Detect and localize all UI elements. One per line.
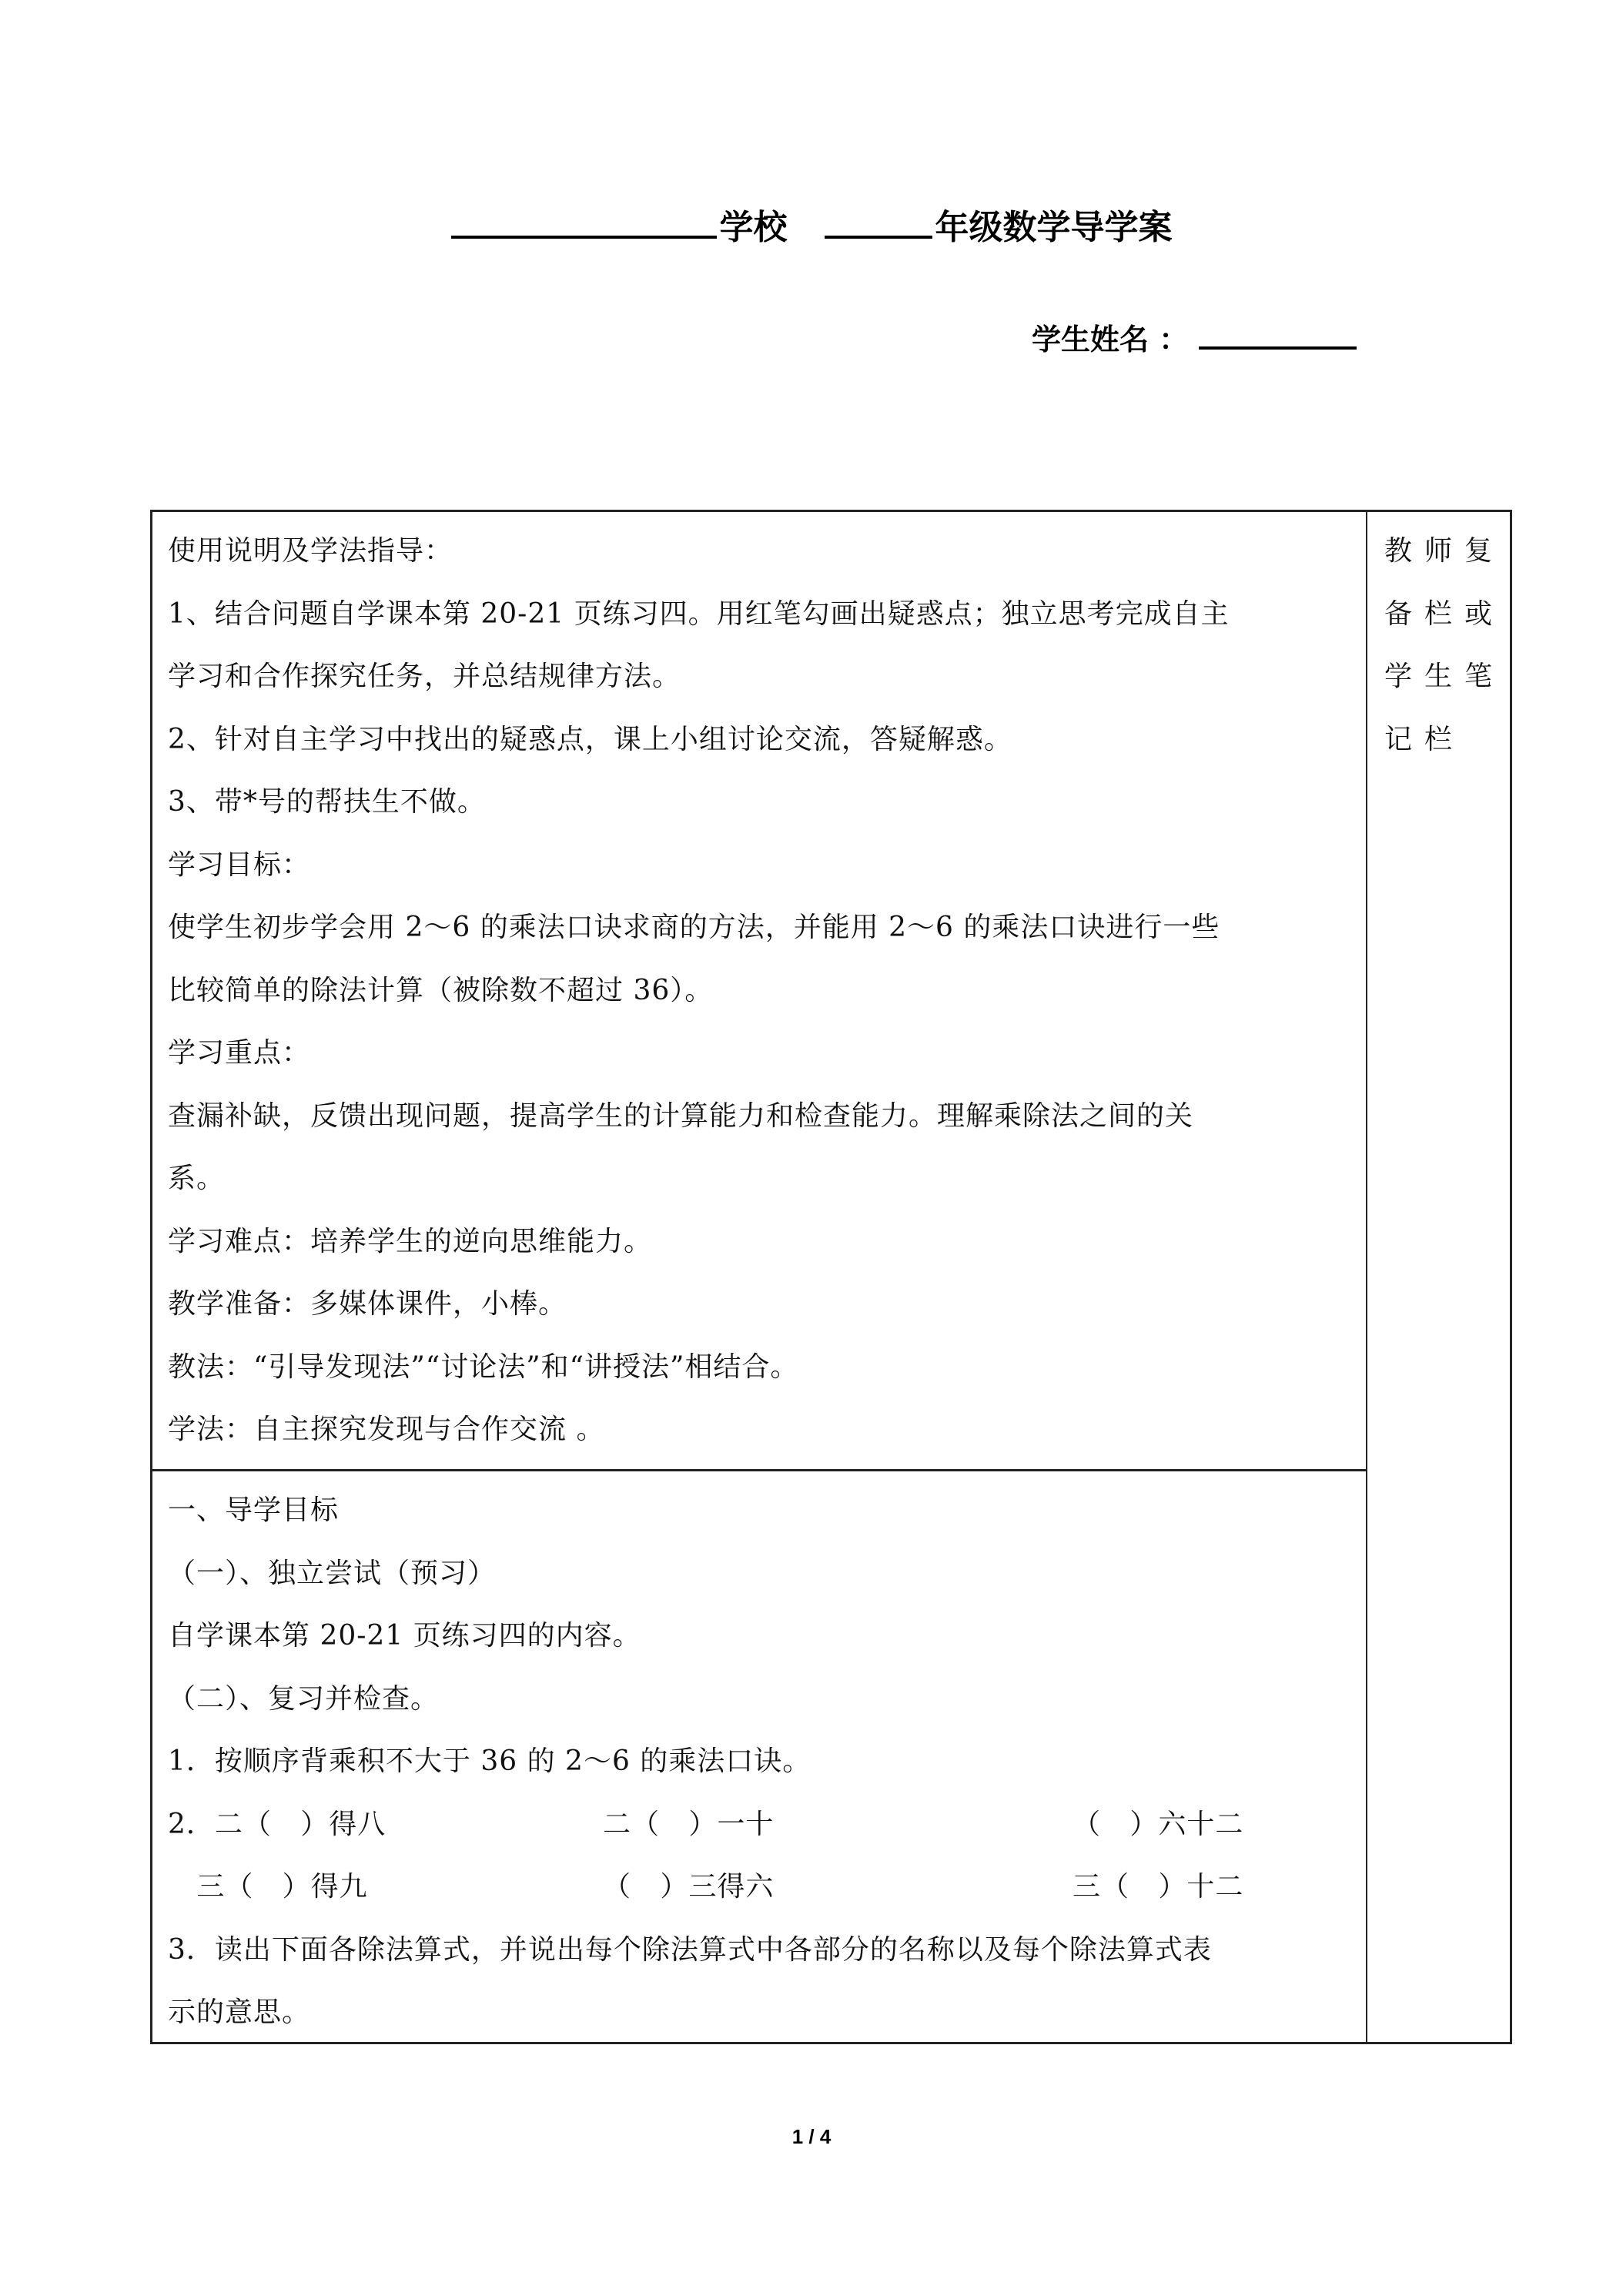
student-name-row — [1032, 316, 1357, 361]
instructions-cell — [168, 520, 1361, 1461]
difficulty-text: 学习难点：培养学生的逆向思维能力。 — [168, 1225, 653, 1257]
question-2-row-1 — [168, 1793, 1361, 1856]
question-3-cont: 示的意思。 — [168, 1996, 311, 2028]
focus-text: 查漏补缺，反馈出现问题，提高学生的计算能力和检查能力。理解乘除法之间的关 — [168, 1099, 1194, 1132]
student-name-label: 学生姓名 ： — [1032, 323, 1189, 356]
column-divider — [1366, 512, 1367, 2042]
notes-label-line-1: 教师复 — [1384, 535, 1505, 567]
goals-text: 使学生初步学会用 2～6 的乘法口诀求商的方法，并能用 2～6 的乘法口诀进行一些 — [168, 912, 1220, 943]
question-2-row-2 — [168, 1856, 1361, 1919]
title-school-suffix: 学校 — [719, 208, 788, 247]
section-heading: 一、导学目标 — [168, 1494, 340, 1526]
preview-text: 自学课本第 20-21 页练习四的内容。 — [168, 1620, 641, 1652]
fill-blank-item[interactable]: 二（ ）一十 — [603, 1808, 775, 1840]
fill-blank-item[interactable]: （ ）六十二 — [1073, 1808, 1244, 1840]
notes-label-line-4: 记栏 — [1384, 723, 1465, 755]
subsection-review: （二）、复习并检查。 — [168, 1682, 440, 1715]
instructions-heading: 使用说明及学法指导： — [168, 535, 453, 567]
row-divider — [152, 1469, 1367, 1471]
document-title — [0, 202, 1623, 251]
grade-blank[interactable] — [825, 202, 932, 239]
guide-goals-cell — [168, 1479, 1361, 2044]
title-grade-suffix: 年级数学导学案 — [935, 208, 1173, 247]
goals-text-cont: 比较简单的除法计算（被除数不超过 36）。 — [168, 974, 714, 1006]
school-name-blank[interactable] — [451, 202, 717, 239]
question-3: 3．读出下面各除法算式，并说出每个除法算式中各部分的名称以及每个除法算式表 — [168, 1933, 1212, 1966]
focus-text-cont: 系。 — [168, 1163, 226, 1194]
goals-heading: 学习目标： — [168, 848, 311, 881]
focus-heading: 学习重点： — [168, 1037, 311, 1069]
fill-blank-item[interactable]: 三（ ）十二 — [1073, 1871, 1244, 1903]
fill-blank-item[interactable]: 2．二（ ）得八 — [168, 1808, 387, 1840]
subsection-preview: （一）、独立尝试（预习） — [168, 1557, 497, 1589]
student-name-blank[interactable] — [1199, 316, 1357, 350]
guide-table — [150, 510, 1512, 2044]
question-1: 1．按顺序背乘积不大于 36 的 2～6 的乘法口诀。 — [168, 1745, 812, 1777]
instruction-1-cont: 学习和合作探究任务，并总结规律方法。 — [168, 661, 681, 692]
fill-blank-item[interactable]: （ ）三得六 — [603, 1871, 775, 1903]
notes-label-line-3: 学生笔 — [1384, 661, 1505, 692]
instruction-1: 1、结合问题自学课本第 20-21 页练习四。用红笔勾画出疑惑点；独立思考完成自主 — [168, 597, 1230, 630]
instruction-3: 3、带*号的帮扶生不做。 — [168, 786, 486, 818]
teaching-method-text: 教法：“引导发现法”“讨论法”和“讲授法”相结合。 — [168, 1350, 799, 1383]
learning-method-text: 学法：自主探究发现与合作交流 。 — [168, 1414, 605, 1445]
fill-blank-item[interactable]: 三（ ）得九 — [168, 1871, 368, 1903]
notes-column — [1384, 520, 1505, 771]
notes-label-line-2: 备栏或 — [1384, 597, 1505, 630]
instruction-2: 2、针对自主学习中找出的疑惑点，课上小组讨论交流，答疑解惑。 — [168, 723, 1012, 755]
preparation-text: 教学准备：多媒体课件，小棒。 — [168, 1288, 567, 1320]
page-number: 1 / 4 — [791, 2125, 832, 2148]
